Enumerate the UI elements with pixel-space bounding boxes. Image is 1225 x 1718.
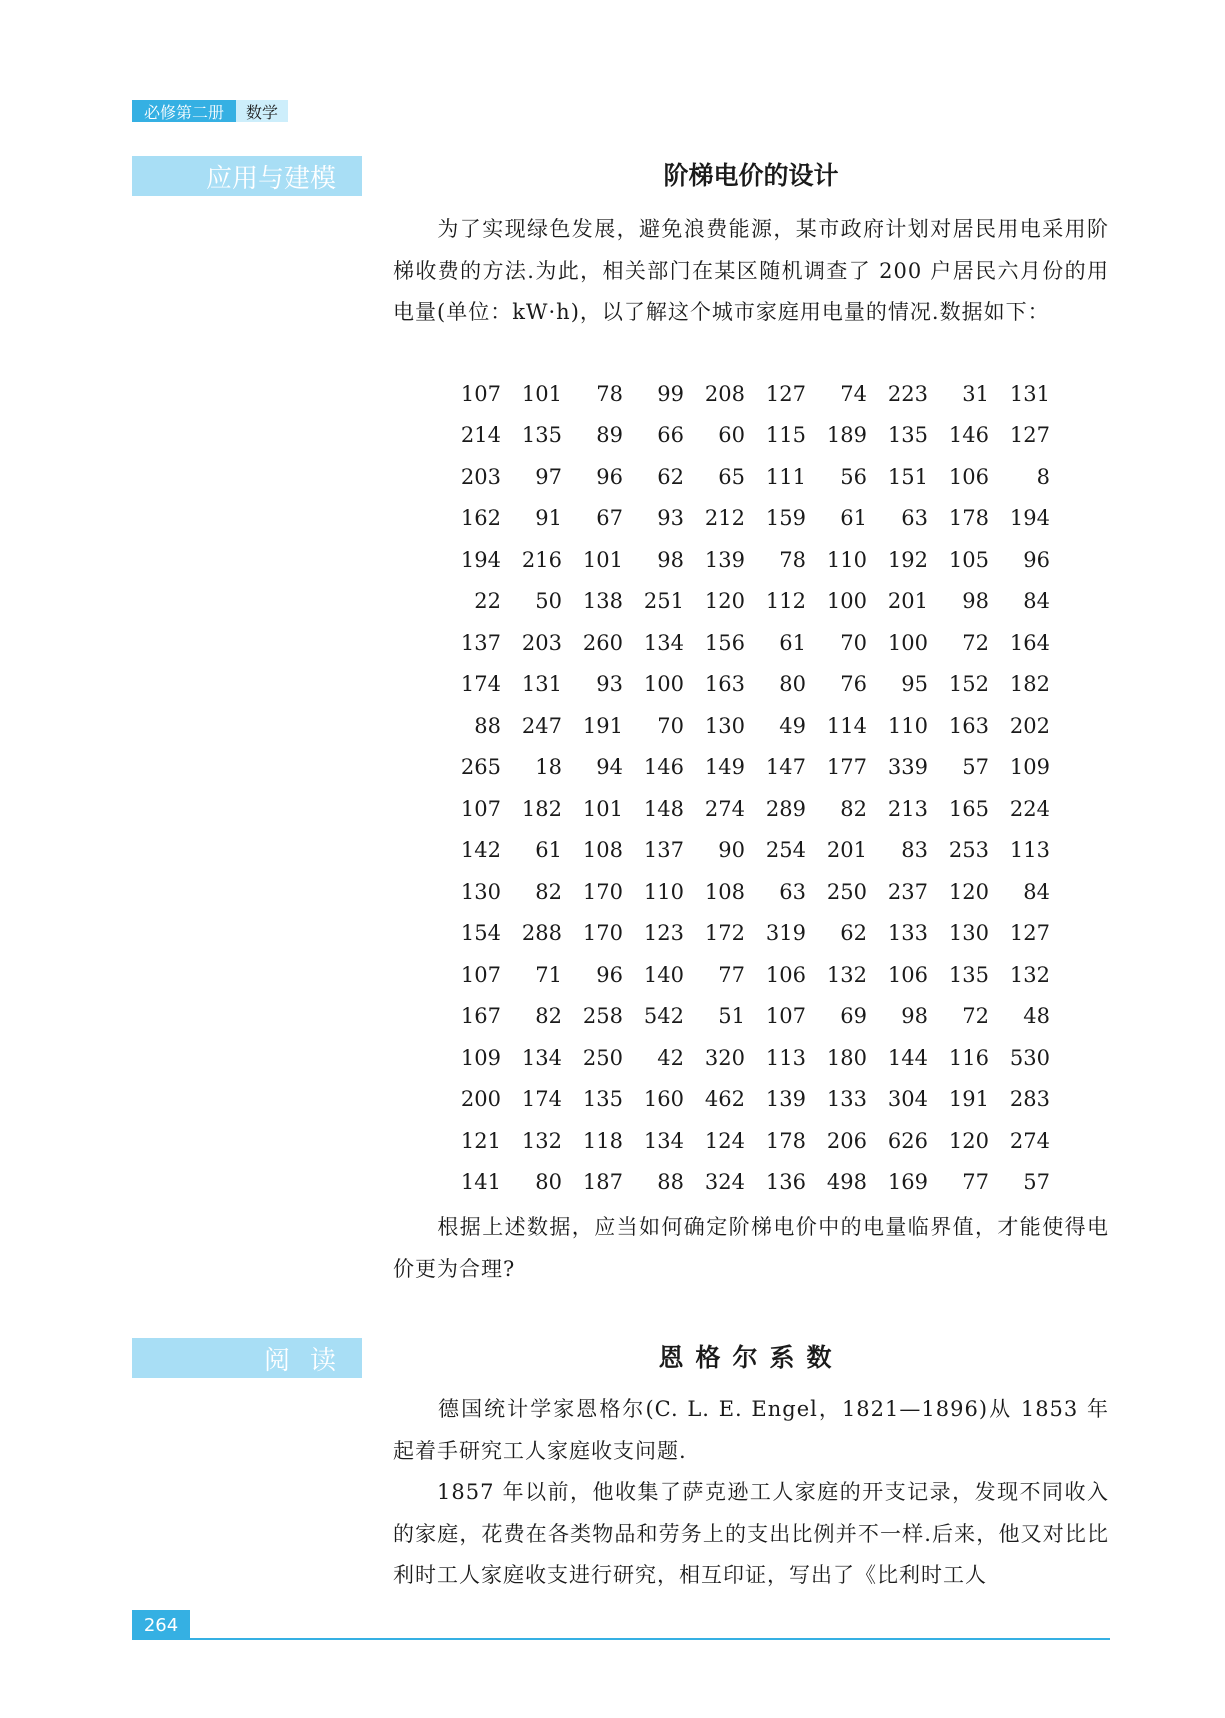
table-cell: 170 — [582, 879, 623, 904]
page-number: 264 — [132, 1610, 190, 1640]
table-cell: 178 — [765, 1128, 806, 1153]
table-cell: 72 — [962, 1004, 989, 1029]
table-cell: 78 — [779, 547, 806, 572]
table-cell: 78 — [596, 381, 623, 406]
table-cell: 82 — [535, 879, 562, 904]
table-cell: 110 — [887, 713, 928, 738]
table-cell: 97 — [535, 464, 562, 489]
table-cell: 462 — [704, 1087, 745, 1112]
table-cell: 115 — [765, 423, 806, 448]
table-cell: 137 — [460, 630, 501, 655]
table-cell: 289 — [765, 796, 806, 821]
table-cell: 120 — [948, 879, 989, 904]
table-cell: 72 — [962, 630, 989, 655]
table-cell: 237 — [887, 879, 928, 904]
table-cell: 107 — [460, 962, 501, 987]
table-cell: 94 — [596, 755, 623, 780]
table-cell: 99 — [657, 381, 684, 406]
table-cell: 170 — [582, 921, 623, 946]
table-cell: 111 — [765, 464, 806, 489]
table-cell: 224 — [1009, 796, 1050, 821]
table-cell: 288 — [521, 921, 562, 946]
table-cell: 250 — [826, 879, 867, 904]
table-cell: 201 — [887, 589, 928, 614]
table-row — [440, 788, 1050, 830]
table-cell: 106 — [948, 464, 989, 489]
table-cell: 141 — [460, 1170, 501, 1195]
table-cell: 542 — [643, 1004, 684, 1029]
table-cell: 283 — [1009, 1087, 1050, 1112]
table-row — [440, 1079, 1050, 1121]
table-cell: 96 — [596, 464, 623, 489]
engel-text-1: 德国统计学家恩格尔(C. L. E. Engel，1821—1896)从 1853 年起着手研究工人家庭收支问题. — [393, 1397, 1109, 1463]
table-cell: 57 — [1023, 1170, 1050, 1195]
table-row — [440, 830, 1050, 872]
table-cell: 203 — [521, 630, 562, 655]
table-cell: 49 — [779, 713, 806, 738]
table-row — [440, 415, 1050, 457]
table-cell: 83 — [901, 838, 928, 863]
table-cell: 108 — [582, 838, 623, 863]
table-cell: 147 — [765, 755, 806, 780]
table-cell: 113 — [765, 1045, 806, 1070]
table-cell: 101 — [521, 381, 562, 406]
table-cell: 163 — [704, 672, 745, 697]
table-cell: 77 — [962, 1170, 989, 1195]
table-cell: 130 — [704, 713, 745, 738]
table-cell: 98 — [962, 589, 989, 614]
table-cell: 95 — [901, 672, 928, 697]
table-cell: 89 — [596, 423, 623, 448]
table-cell: 57 — [962, 755, 989, 780]
table-cell: 130 — [460, 879, 501, 904]
table-cell: 96 — [1023, 547, 1050, 572]
table-cell: 106 — [887, 962, 928, 987]
table-cell: 254 — [765, 838, 806, 863]
table-cell: 101 — [582, 796, 623, 821]
table-cell: 133 — [887, 921, 928, 946]
table-cell: 124 — [704, 1128, 745, 1153]
table-cell: 134 — [643, 1128, 684, 1153]
table-cell: 84 — [1023, 879, 1050, 904]
table-row — [440, 539, 1050, 581]
table-cell: 191 — [948, 1087, 989, 1112]
table-cell: 113 — [1009, 838, 1050, 863]
table-cell: 167 — [460, 1004, 501, 1029]
table-cell: 213 — [887, 796, 928, 821]
table-cell: 106 — [765, 962, 806, 987]
table-cell: 160 — [643, 1087, 684, 1112]
section-tab-reading: 阅读 — [132, 1338, 362, 1378]
table-cell: 127 — [1009, 423, 1050, 448]
table-cell: 319 — [765, 921, 806, 946]
table-cell: 133 — [826, 1087, 867, 1112]
table-row — [440, 456, 1050, 498]
table-cell: 100 — [826, 589, 867, 614]
table-cell: 82 — [535, 1004, 562, 1029]
table-cell: 498 — [826, 1170, 867, 1195]
section-title-tiered-pricing: 阶梯电价的设计 — [663, 161, 839, 190]
table-row — [440, 913, 1050, 955]
table-cell: 65 — [718, 464, 745, 489]
table-cell: 62 — [840, 921, 867, 946]
table-cell: 90 — [718, 838, 745, 863]
table-cell: 159 — [765, 506, 806, 531]
intro-text: 为了实现绿色发展，避免浪费能源，某市政府计划对居民用电采用阶梯收费的方法.为此，相关部门在某区随机调查了 200 户居民六月份的用电量(单位：kW·h)，以了解这个城市家庭用电量的情况.数据如下： — [393, 217, 1109, 324]
table-cell: 67 — [596, 506, 623, 531]
table-cell: 194 — [1009, 506, 1050, 531]
table-cell: 180 — [826, 1045, 867, 1070]
table-cell: 144 — [887, 1045, 928, 1070]
table-cell: 187 — [582, 1170, 623, 1195]
table-cell: 135 — [887, 423, 928, 448]
table-cell: 70 — [657, 713, 684, 738]
table-cell: 110 — [826, 547, 867, 572]
table-cell: 61 — [535, 838, 562, 863]
table-cell: 93 — [657, 506, 684, 531]
table-cell: 51 — [718, 1004, 745, 1029]
table-cell: 177 — [826, 755, 867, 780]
table-cell: 212 — [704, 506, 745, 531]
table-cell: 154 — [460, 921, 501, 946]
table-cell: 203 — [460, 464, 501, 489]
table-cell: 265 — [460, 755, 501, 780]
table-cell: 194 — [460, 547, 501, 572]
table-cell: 60 — [718, 423, 745, 448]
table-cell: 135 — [948, 962, 989, 987]
table-cell: 138 — [582, 589, 623, 614]
table-cell: 101 — [582, 547, 623, 572]
table-row — [440, 622, 1050, 664]
table-cell: 107 — [460, 796, 501, 821]
book-name: 必修第二册 — [132, 100, 236, 122]
table-cell: 151 — [887, 464, 928, 489]
table-cell: 93 — [596, 672, 623, 697]
table-cell: 132 — [521, 1128, 562, 1153]
table-row — [440, 1120, 1050, 1162]
table-cell: 139 — [765, 1087, 806, 1112]
table-cell: 251 — [643, 589, 684, 614]
table-cell: 250 — [582, 1045, 623, 1070]
table-row — [440, 581, 1050, 623]
table-cell: 192 — [887, 547, 928, 572]
table-cell: 112 — [765, 589, 806, 614]
table-cell: 98 — [657, 547, 684, 572]
table-row — [440, 996, 1050, 1038]
table-cell: 50 — [535, 589, 562, 614]
table-cell: 164 — [1009, 630, 1050, 655]
table-row — [440, 1162, 1050, 1204]
table-cell: 174 — [521, 1087, 562, 1112]
table-cell: 66 — [657, 423, 684, 448]
table-cell: 132 — [826, 962, 867, 987]
table-cell: 80 — [779, 672, 806, 697]
table-cell: 105 — [948, 547, 989, 572]
table-cell: 48 — [1023, 1004, 1050, 1029]
table-cell: 135 — [582, 1087, 623, 1112]
table-cell: 88 — [474, 713, 501, 738]
table-cell: 320 — [704, 1045, 745, 1070]
table-cell: 120 — [948, 1128, 989, 1153]
table-cell: 258 — [582, 1004, 623, 1029]
table-cell: 62 — [657, 464, 684, 489]
engel-paragraph-2 — [393, 1472, 1109, 1597]
table-cell: 98 — [901, 1004, 928, 1029]
table-cell: 132 — [1009, 962, 1050, 987]
table-cell: 63 — [901, 506, 928, 531]
table-cell: 109 — [460, 1045, 501, 1070]
table-row — [440, 871, 1050, 913]
table-cell: 208 — [704, 381, 745, 406]
table-cell: 162 — [460, 506, 501, 531]
section-tab-modeling: 应用与建模 — [132, 156, 362, 196]
table-cell: 200 — [460, 1087, 501, 1112]
table-cell: 88 — [657, 1170, 684, 1195]
table-cell: 178 — [948, 506, 989, 531]
table-cell: 223 — [887, 381, 928, 406]
table-cell: 120 — [704, 589, 745, 614]
table-cell: 163 — [948, 713, 989, 738]
table-cell: 56 — [840, 464, 867, 489]
table-row — [440, 747, 1050, 789]
electricity-usage-table — [440, 373, 1050, 1203]
table-cell: 172 — [704, 921, 745, 946]
table-cell: 131 — [1009, 381, 1050, 406]
table-cell: 304 — [887, 1087, 928, 1112]
table-cell: 77 — [718, 962, 745, 987]
table-cell: 74 — [840, 381, 867, 406]
table-cell: 76 — [840, 672, 867, 697]
table-cell: 96 — [596, 962, 623, 987]
table-cell: 260 — [582, 630, 623, 655]
table-cell: 339 — [887, 755, 928, 780]
table-cell: 247 — [521, 713, 562, 738]
table-cell: 131 — [521, 672, 562, 697]
table-cell: 152 — [948, 672, 989, 697]
table-cell: 169 — [887, 1170, 928, 1195]
table-cell: 530 — [1009, 1045, 1050, 1070]
engel-paragraph-1 — [393, 1389, 1109, 1472]
table-row — [440, 1037, 1050, 1079]
table-cell: 63 — [779, 879, 806, 904]
footer-rule — [190, 1638, 1110, 1640]
table-cell: 61 — [840, 506, 867, 531]
intro-paragraph — [393, 209, 1109, 334]
table-cell: 134 — [521, 1045, 562, 1070]
table-cell: 22 — [474, 589, 501, 614]
table-cell: 108 — [704, 879, 745, 904]
table-cell: 18 — [535, 755, 562, 780]
table-row — [440, 373, 1050, 415]
section-title-engel: 恩格尔系数 — [658, 1343, 844, 1372]
table-cell: 182 — [1009, 672, 1050, 697]
table-cell: 107 — [765, 1004, 806, 1029]
table-cell: 71 — [535, 962, 562, 987]
table-cell: 165 — [948, 796, 989, 821]
table-row — [440, 664, 1050, 706]
table-cell: 84 — [1023, 589, 1050, 614]
table-cell: 137 — [643, 838, 684, 863]
table-cell: 130 — [948, 921, 989, 946]
table-cell: 146 — [948, 423, 989, 448]
table-cell: 69 — [840, 1004, 867, 1029]
table-row — [440, 705, 1050, 747]
table-cell: 91 — [535, 506, 562, 531]
table-cell: 114 — [826, 713, 867, 738]
table-cell: 191 — [582, 713, 623, 738]
table-cell: 82 — [840, 796, 867, 821]
table-cell: 127 — [1009, 921, 1050, 946]
table-cell: 42 — [657, 1045, 684, 1070]
table-cell: 214 — [460, 423, 501, 448]
table-cell: 626 — [887, 1128, 928, 1153]
engel-text-2: 1857 年以前，他收集了萨克逊工人家庭的开支记录，发现不同收入的家庭，花费在各类物品和劳务上的支出比例并不一样.后来，他又对比比利时工人家庭收支进行研究，相互印证，写出了《比利时工人 — [393, 1480, 1109, 1587]
table-cell: 80 — [535, 1170, 562, 1195]
table-cell: 146 — [643, 755, 684, 780]
question-paragraph — [393, 1207, 1109, 1290]
table-cell: 8 — [1036, 464, 1050, 489]
table-cell: 189 — [826, 423, 867, 448]
table-cell: 121 — [460, 1128, 501, 1153]
table-cell: 127 — [765, 381, 806, 406]
table-cell: 253 — [948, 838, 989, 863]
table-cell: 135 — [521, 423, 562, 448]
table-cell: 116 — [948, 1045, 989, 1070]
table-cell: 100 — [643, 672, 684, 697]
table-cell: 206 — [826, 1128, 867, 1153]
table-cell: 140 — [643, 962, 684, 987]
table-cell: 70 — [840, 630, 867, 655]
table-cell: 118 — [582, 1128, 623, 1153]
table-cell: 216 — [521, 547, 562, 572]
table-row — [440, 954, 1050, 996]
subject-name: 数学 — [236, 100, 288, 122]
table-cell: 324 — [704, 1170, 745, 1195]
table-cell: 136 — [765, 1170, 806, 1195]
table-cell: 61 — [779, 630, 806, 655]
table-cell: 274 — [704, 796, 745, 821]
table-cell: 109 — [1009, 755, 1050, 780]
table-row — [440, 498, 1050, 540]
table-cell: 156 — [704, 630, 745, 655]
book-header — [132, 100, 288, 122]
table-cell: 148 — [643, 796, 684, 821]
table-cell: 134 — [643, 630, 684, 655]
table-cell: 174 — [460, 672, 501, 697]
table-cell: 139 — [704, 547, 745, 572]
table-cell: 123 — [643, 921, 684, 946]
table-cell: 202 — [1009, 713, 1050, 738]
question-text: 根据上述数据，应当如何确定阶梯电价中的电量临界值，才能使得电价更为合理? — [393, 1215, 1109, 1281]
table-cell: 100 — [887, 630, 928, 655]
table-cell: 182 — [521, 796, 562, 821]
table-cell: 201 — [826, 838, 867, 863]
table-cell: 110 — [643, 879, 684, 904]
table-cell: 107 — [460, 381, 501, 406]
table-cell: 149 — [704, 755, 745, 780]
table-cell: 274 — [1009, 1128, 1050, 1153]
table-cell: 142 — [460, 838, 501, 863]
table-cell: 31 — [962, 381, 989, 406]
